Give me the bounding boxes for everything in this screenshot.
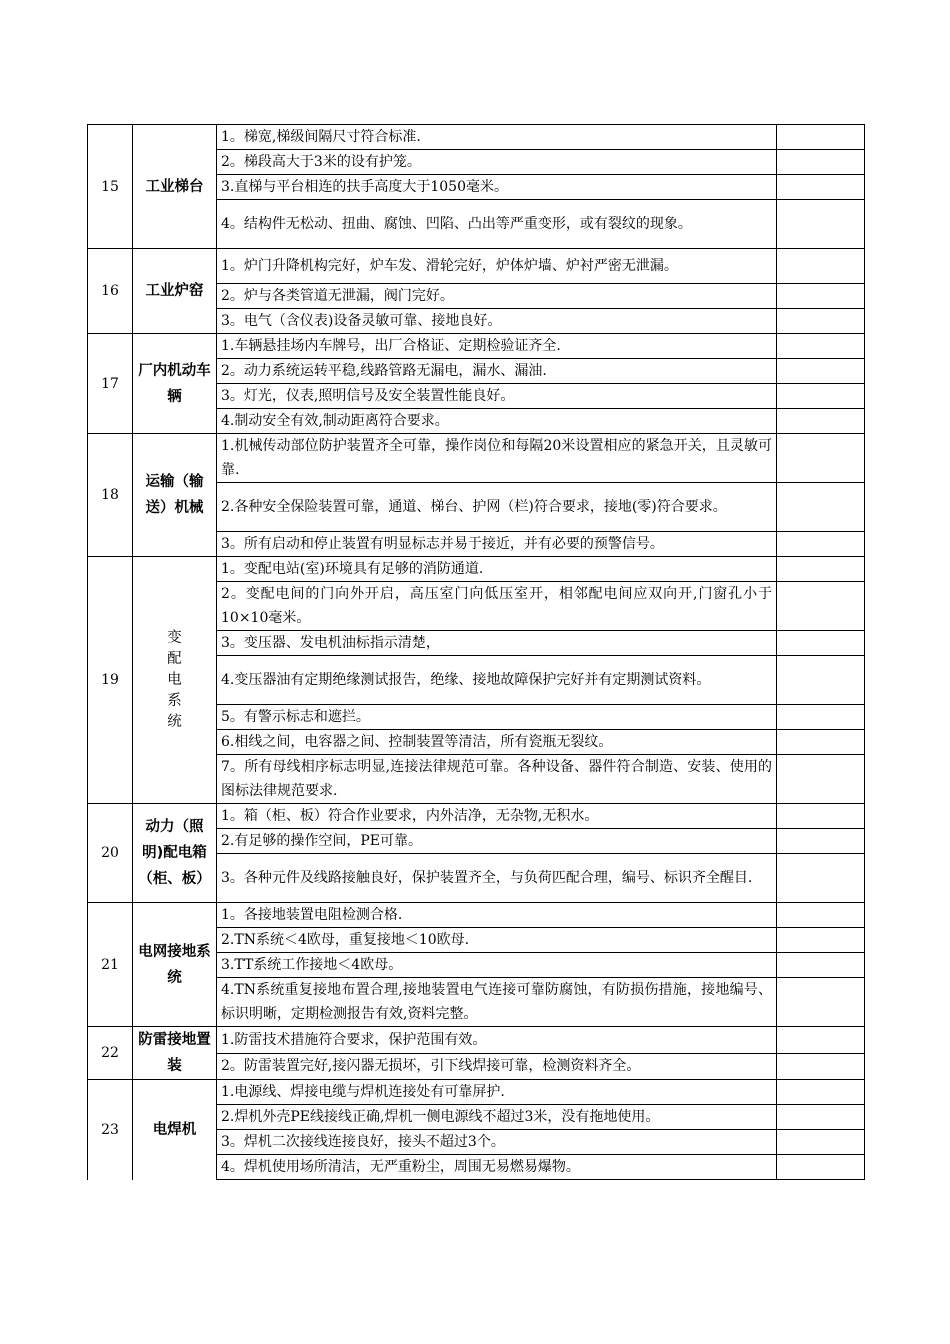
result-cell bbox=[777, 804, 865, 829]
result-cell bbox=[777, 359, 865, 384]
row-number: 21 bbox=[88, 903, 133, 1027]
check-item: 1。梯宽,梯级间隔尺寸符合标准. bbox=[217, 125, 777, 150]
inspection-table-body bbox=[88, 125, 865, 1180]
category-label: 厂内机动车辆 bbox=[133, 334, 217, 434]
category-label: 电网接地系统 bbox=[133, 903, 217, 1027]
inspection-table bbox=[87, 124, 865, 1180]
check-item: 1.车辆悬挂场内车牌号，出厂合格证、定期检验证齐全. bbox=[217, 334, 777, 359]
check-item: 2.焊机外壳PE线接线正确,焊机一侧电源线不超过3米，没有拖地使用。 bbox=[217, 1105, 777, 1130]
check-item: 2.各种安全保险装置可靠，通道、梯台、护网（栏)符合要求，接地(零)符合要求。 bbox=[217, 483, 777, 532]
result-cell bbox=[777, 334, 865, 359]
result-cell bbox=[777, 483, 865, 532]
table-row bbox=[88, 249, 865, 284]
table-row bbox=[88, 1080, 865, 1105]
check-item: 7。所有母线相序标志明显,连接法律规范可靠。各种设备、器件符合制造、安装、使用的图标法律规范要求. bbox=[217, 755, 777, 804]
result-cell bbox=[777, 200, 865, 249]
check-item: 1.机械传动部位防护装置齐全可靠，操作岗位和每隔20米设置相应的紧急开关，且灵敏可靠. bbox=[217, 434, 777, 483]
row-number: 17 bbox=[88, 334, 133, 434]
category-label bbox=[133, 557, 217, 804]
result-cell bbox=[777, 730, 865, 755]
result-cell bbox=[777, 854, 865, 903]
check-item: 6.相线之间，电容器之间、控制装置等清洁，所有瓷瓶无裂纹。 bbox=[217, 730, 777, 755]
check-item: 1。炉门升降机构完好，炉车发、滑轮完好，炉体炉墙、炉衬严密无泄漏。 bbox=[217, 249, 777, 284]
category-label: 动力（照明)配电箱（柜、板） bbox=[133, 804, 217, 903]
category-label: 运输（输送）机械 bbox=[133, 434, 217, 557]
check-item: 4.TN系统重复接地布置合理,接地装置电气连接可靠防腐蚀，有防损伤措施，接地编号、标识明晰，定期检测报告有效,资料完整。 bbox=[217, 978, 777, 1027]
category-label: 电焊机 bbox=[133, 1080, 217, 1180]
check-item: 2。炉与各类管道无泄漏，阀门完好。 bbox=[217, 284, 777, 309]
row-number: 23 bbox=[88, 1080, 133, 1180]
check-item: 4。焊机使用场所清洁，无严重粉尘，周围无易燃易爆物。 bbox=[217, 1155, 777, 1180]
check-item: 2。动力系统运转平稳,线路管路无漏电，漏水、漏油. bbox=[217, 359, 777, 384]
check-item: 4.制动安全有效,制动距离符合要求。 bbox=[217, 409, 777, 434]
check-item: 4.变压器油有定期绝缘测试报告，绝缘、接地故障保护完好并有定期测试资料。 bbox=[217, 656, 777, 705]
result-cell bbox=[777, 532, 865, 557]
check-item: 2.TN系统＜4欧母，重复接地＜10欧母. bbox=[217, 928, 777, 953]
check-item: 1。变配电站(室)环境具有足够的消防通道. bbox=[217, 557, 777, 582]
row-number: 22 bbox=[88, 1027, 133, 1080]
result-cell bbox=[777, 249, 865, 284]
result-cell bbox=[777, 1080, 865, 1105]
table-row bbox=[88, 125, 865, 150]
check-item: 3。电气（含仪表)设备灵敏可靠、接地良好。 bbox=[217, 309, 777, 334]
row-number: 16 bbox=[88, 249, 133, 334]
result-cell bbox=[777, 705, 865, 730]
check-item: 2。防雷装置完好,接闪器无损坏，引下线焊接可靠，检测资料齐全。 bbox=[217, 1053, 777, 1080]
result-cell bbox=[777, 1105, 865, 1130]
table-row bbox=[88, 557, 865, 582]
result-cell bbox=[777, 150, 865, 175]
category-label: 防雷接地置装 bbox=[133, 1027, 217, 1080]
result-cell bbox=[777, 978, 865, 1027]
check-item: 2.有足够的操作空间，PE可靠。 bbox=[217, 829, 777, 854]
check-item: 3。灯光，仪表,照明信号及安全装置性能良好。 bbox=[217, 384, 777, 409]
check-item: 1。各接地装置电阻检测合格. bbox=[217, 903, 777, 928]
row-number: 15 bbox=[88, 125, 133, 249]
result-cell bbox=[777, 829, 865, 854]
result-cell bbox=[777, 125, 865, 150]
result-cell bbox=[777, 928, 865, 953]
result-cell bbox=[777, 557, 865, 582]
check-item: 3。焊机二次接线连接良好，接头不超过3个。 bbox=[217, 1130, 777, 1155]
result-cell bbox=[777, 953, 865, 978]
check-item: 1。箱（柜、板）符合作业要求，内外洁净，无杂物,无积水。 bbox=[217, 804, 777, 829]
category-label: 工业梯台 bbox=[133, 125, 217, 249]
check-item: 3.TT系统工作接地＜4欧母。 bbox=[217, 953, 777, 978]
check-item: 5。有警示标志和遮拦。 bbox=[217, 705, 777, 730]
result-cell bbox=[777, 1155, 865, 1180]
table-row bbox=[88, 1027, 865, 1054]
category-label: 工业炉窑 bbox=[133, 249, 217, 334]
row-number: 20 bbox=[88, 804, 133, 903]
row-number: 18 bbox=[88, 434, 133, 557]
result-cell bbox=[777, 582, 865, 631]
check-item: 4。结构件无松动、扭曲、腐蚀、凹陷、凸出等严重变形，或有裂纹的现象。 bbox=[217, 200, 777, 249]
table-row bbox=[88, 434, 865, 483]
vertical-category-text: 变配电系统 bbox=[167, 629, 182, 730]
result-cell bbox=[777, 755, 865, 804]
result-cell bbox=[777, 903, 865, 928]
result-cell bbox=[777, 434, 865, 483]
result-cell bbox=[777, 656, 865, 705]
result-cell bbox=[777, 309, 865, 334]
result-cell bbox=[777, 284, 865, 309]
check-item: 3。各种元件及线路接触良好，保护装置齐全，与负荷匹配合理，编号、标识齐全醒目. bbox=[217, 854, 777, 903]
check-item: 3。变压器、发电机油标指示清楚， bbox=[217, 631, 777, 656]
check-item: 3.直梯与平台相连的扶手高度大于1050毫米。 bbox=[217, 175, 777, 200]
table-row bbox=[88, 903, 865, 928]
check-item: 1.防雷技术措施符合要求，保护范围有效。 bbox=[217, 1027, 777, 1054]
check-item: 2。变配电间的门向外开启，高压室门向低压室开，相邻配电间应双向开,门窗孔小于10×10毫米。 bbox=[217, 582, 777, 631]
result-cell bbox=[777, 631, 865, 656]
result-cell bbox=[777, 1027, 865, 1054]
result-cell bbox=[777, 1053, 865, 1080]
check-item: 3。所有启动和停止装置有明显标志并易于接近，并有必要的预警信号。 bbox=[217, 532, 777, 557]
result-cell bbox=[777, 409, 865, 434]
table-row bbox=[88, 334, 865, 359]
result-cell bbox=[777, 384, 865, 409]
check-item: 2。梯段高大于3米的设有护笼。 bbox=[217, 150, 777, 175]
result-cell bbox=[777, 175, 865, 200]
row-number: 19 bbox=[88, 557, 133, 804]
check-item: 1.电源线、焊接电缆与焊机连接处有可靠屏护. bbox=[217, 1080, 777, 1105]
result-cell bbox=[777, 1130, 865, 1155]
table-row bbox=[88, 804, 865, 829]
